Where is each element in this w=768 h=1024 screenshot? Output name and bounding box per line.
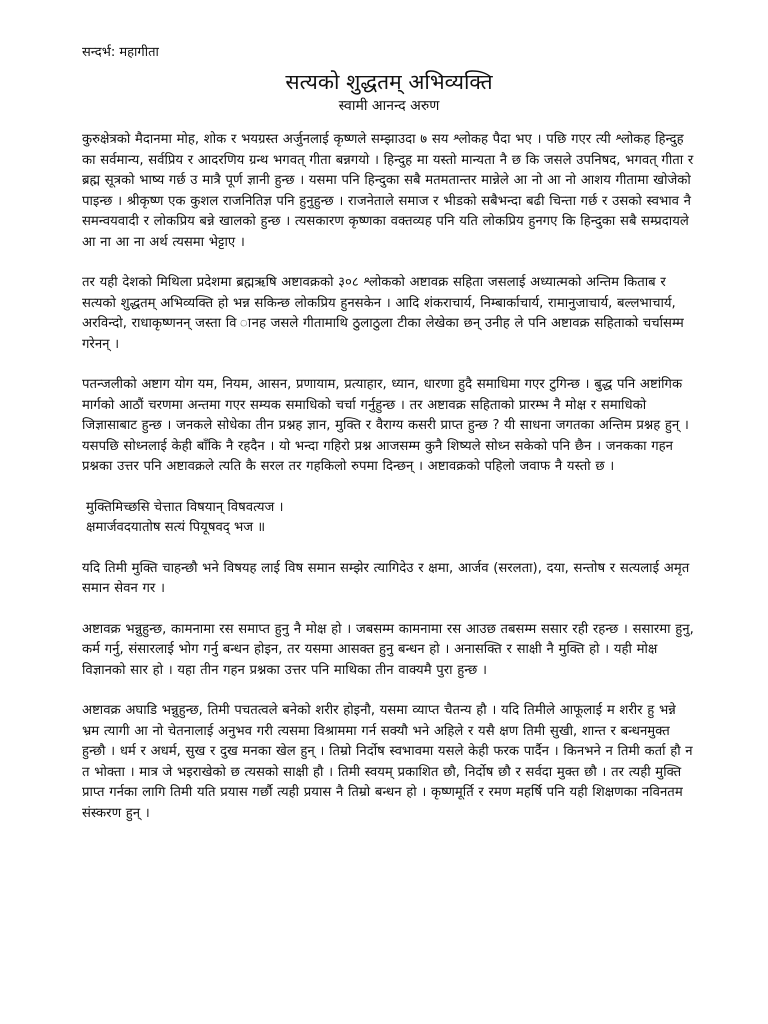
document-title: सत्यको शुद्धतम् अभिव्यक्ति xyxy=(285,70,493,94)
paragraph: अष्टावक्र अघाडि भन्नुहुन्छ, तिमी पचतत्वले बनेको शरीर होइनौ, यसमा व्याप्त चैतन्य हौ । यदि तिमीले आफूलाई म शरीर हु भन्ने भ्रम त्यागी आ नो चेतनालाई अनुभव गरी त्यसमा विश्राममा गर्न सक्यौ भने अहिले र यसै क्षण तिमी सुखी, शान्त र बन्धनमुक्त हुन्छौ । धर्म र अधर्म, सुख र दुख मनका खेल हुन् । तिम्रो निर्दोष स्वभावमा यसले केही फरक पार्दैन । किनभने न तिमी कर्ता हौ न त भोक्ता । मात्र जे भइराखेको छ त्यसको साक्षी हौ । तिमी स्वयम् प्रकाशित छौ, निर्दोष छौ र सर्वदा मुक्त छौ । तर त्यही मुक्ति प्राप्त गर्नका लागि तिमी यति प्रयास गर्छौ त्यही प्रयास नै तिम्रो बन्धन हो । कृष्णमूर्ति र रमण महर्षि पनि यही शिक्षणका नविनतम संस्करण हुन् । xyxy=(82,703,693,821)
paragraph: तर यही देशको मिथिला प्रदेशमा ब्रह्मऋषि अष्टावक्रको ३०८ श्लोकको अष्टावक्र सहिता जसलाई अध्यात्मको अन्तिम किताब र सत्यको शुद्धतम् अभिव्यक्ति हो भन्न सकिन्छ लोकप्रिय हुनसकेन । आदि शंकराचार्य, निम्बार्काचार्य, रामानुजाचार्य, बल्लभाचार्य, अरविन्दो, राधाकृष्णनन् जस्ता वि ानह जसले गीतामाथि ठुलाठुला टीका लेखेका छन् उनीह ले पनि अष्टावक्र सहिताको चर्चासम्म गरेनन् । xyxy=(82,275,684,352)
sanskrit-verse xyxy=(82,498,696,539)
paragraph: कुरुक्षेत्रको मैदानमा मोह, शोक र भयग्रस्त अर्जुनलाई कृष्णले सम्झाउदा ७ सय श्लोकह पैदा भए । पछि गएर त्यी श्लोकह हिन्दुह का सर्वमान्य, सर्वप्रिय र आदरणिय ग्रन्थ भगवत् गीता बन्नगयो । हिन्दुह मा यस्तो मान्यता नै छ कि जसले उपनिषद, भगवत् गीता र ब्रह्म सूत्रको भाष्य गर्छ उ मात्रै पूर्ण ज्ञानी हुन्छ । यसमा पनि हिन्दुका सबै मतमतान्तर मान्नेले आ नो आ नो आशय गीतामा खोजेको पाइन्छ । श्रीकृष्ण एक कुशल राजनितिज्ञ पनि हुनुहुन्छ । राजनेताले समाज र भीडको सबैभन्दा बढी चिन्ता गर्छ र उसको स्वभाव नै समन्वयवादी र लोकप्रिय बन्ने खालको हुन्छ । त्यसकारण कृष्णका वक्तव्यह पनि यति लोकप्रिय हुनगए कि हिन्दुका सबै सम्प्रदायले आ ना आ ना अर्थ त्यसमा भेट्टाए । xyxy=(82,132,694,250)
verse-line: क्षमार्जवदयातोष सत्यं पियूषवद् भज ॥ xyxy=(86,520,266,535)
document-author: स्वामी आनन्द अरुण xyxy=(338,98,440,114)
verse-line: मुक्तिमिच्छसि चेत्तात विषयान् विषवत्यज । xyxy=(86,499,284,515)
paragraph: अष्टावक्र भन्नुहुन्छ, कामनामा रस समाप्त हुनु नै मोक्ष हो । जबसम्म कामनामा रस आउछ तबसम्म ससार रही रहन्छ । ससारमा हुनु, कर्म गर्नु, संसारलाई भोग गर्नु बन्धन होइन, तर यसमा आसक्त हुनु बन्धन हो । अनासक्ति र साक्षी नै मुक्ति हो । यही मोक्ष विज्ञानको सार हो । यहा तीन गहन प्रश्नका उत्तर पनि माथिका तीन वाक्यमै पुरा हुन्छ । xyxy=(82,621,694,678)
reference-line: सन्दर्भ: महागीता xyxy=(82,45,159,60)
paragraph: पतन्जलीको अष्टाग योग यम, नियम, आसन, प्रणायाम, प्रत्याहार, ध्यान, धारणा हुदै समाधिमा गएर टुगिन्छ । बुद्ध पनि अष्टांगिक मार्गको आठौं चरणमा अन्तमा गएर सम्यक समाधिको चर्चा गर्नुहुन्छ । तर अष्टावक्र सहिताको प्रारम्भ नै मोक्ष र समाधिको जिज्ञासाबाट हुन्छ । जनकले सोधेका तीन प्रश्नह ज्ञान, मुक्ति र वैराग्य कसरी प्राप्त हुन्छ ? यी साधना जगतका अन्तिम प्रश्नह हुन् । यसपछि सोध्नलाई केही बाँकि नै रहदैन । यो भन्दा गहिरो प्रश्न आजसम्म कुनै शिष्यले सोध्न सकेको पनि छैन । जनकका गहन प्रश्नका उत्तर पनि अष्टावक्रले त्यति कै सरल तर गहकिलो रुपमा दिन्छन् । अष्टावक्रको पहिलो जवाफ नै यस्तो छ । xyxy=(82,377,689,474)
paragraph: यदि तिमी मुक्ति चाहन्छौ भने विषयह लाई विष समान सम्झेर त्यागिदेउ र क्षमा, आर्जव (सरलता), दया, सन्तोष र सत्यलाई अमृत समान सेवन गर । xyxy=(82,560,690,596)
